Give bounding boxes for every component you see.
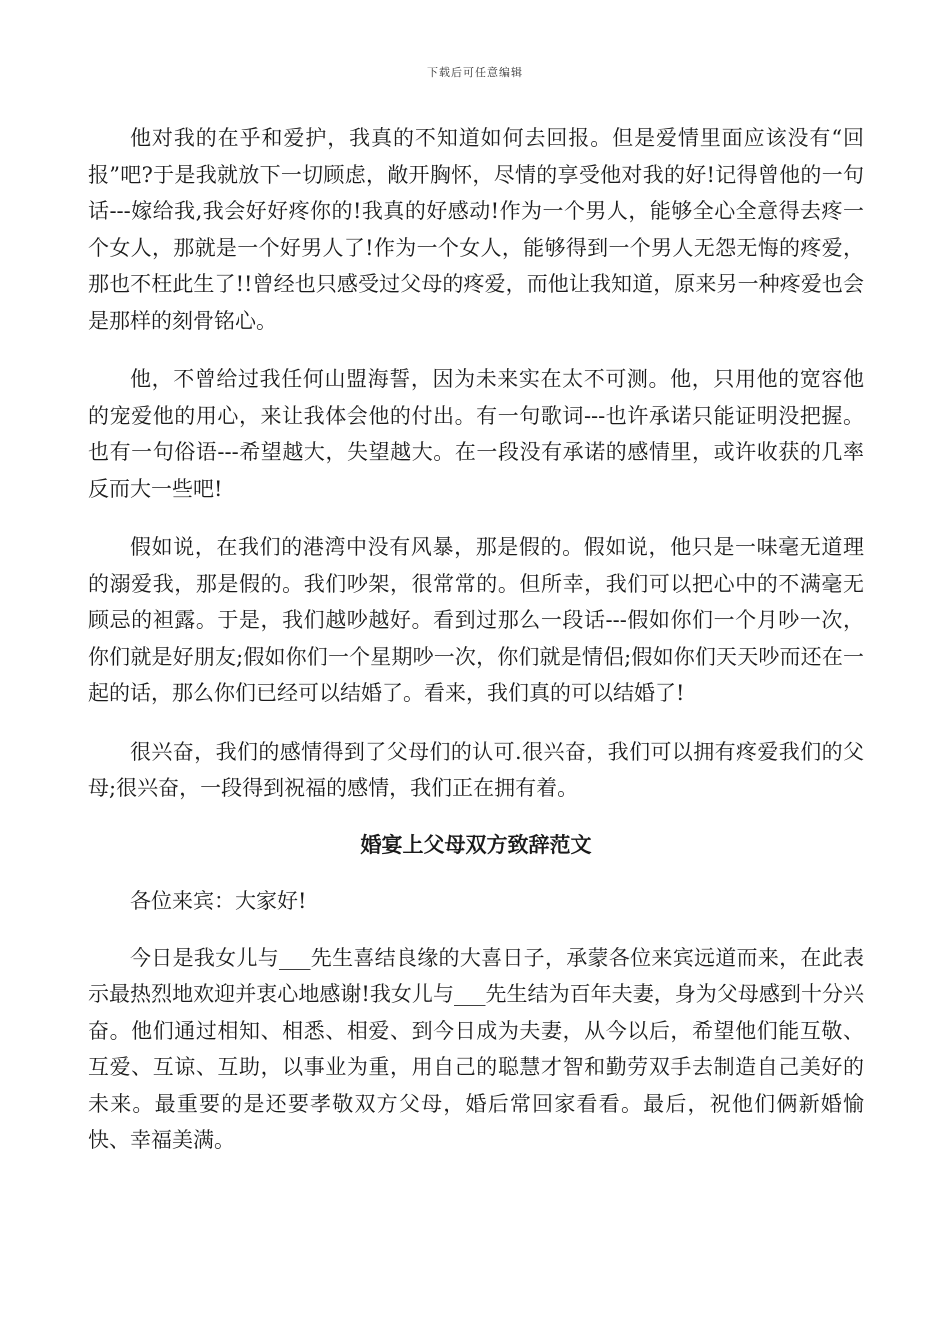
speech-paragraph: 今日是我女儿与___先生喜结良缘的大喜日子，承蒙各位来宾远道而来，在此表示最热烈地欢迎并衷心地感谢!我女儿与___先生结为百年夫妻，身为父母感到十分兴奋。他们通过相知、相悉、相爱、到今日成为夫妻，从今以后，希望他们能互敬、互爱、互谅、互助，以事业为重，用自己的聪慧才智和勤劳双手去制造自己美好的未来。最重要的是还要孝敬双方父母，婚后常回家看看。最后，祝他们俩新婚愉快、幸福美满。 xyxy=(88,945,864,1152)
paragraph-3: 假如说，在我们的港湾中没有风暴，那是假的。假如说，他只是一味毫无道理的溺爱我，那是假的。我们吵架，很常常的。但所幸，我们可以把心中的不满毫无顾忌的袒露。于是，我们越吵越好。看到过那么一段话---假如你们一个月吵一次，你们就是好朋友;假如你们一个星期吵一次，你们就是情侣;假如你们天天吵而还在一起的话，那么你们已经可以结婚了。看来，我们真的可以结婚了! xyxy=(88,535,864,705)
paragraph-2: 他，不曾给过我任何山盟海誓，因为未来实在太不可测。他，只用他的宽容他的宠爱他的用心，来让我体会他的付出。有一句歌词---也许承诺只能证明没把握。也有一句俗语---希望越大，失望越大。在一段没有承诺的感情里，或许收获的几率反而大一些吧! xyxy=(88,367,864,501)
greeting: 各位来宾：大家好! xyxy=(130,889,307,913)
header-note: 下载后可任意编辑 xyxy=(427,66,523,79)
section-title: 婚宴上父母双方致辞范文 xyxy=(360,831,592,857)
document-body xyxy=(88,120,864,1159)
paragraph-1: 他对我的在乎和爱护，我真的不知道如何去回报。但是爱情里面应该没有“回报”吧?于是我就放下一切顾虑，敞开胸怀，尽情的享受他对我的好!记得曾他的一句话---嫁给我,我会好好疼你的!我真的好感动!作为一个男人，能够全心全意得去疼一个女人，那就是一个好男人了!作为一个女人，能够得到一个男人无怨无悔的疼爱，那也不枉此生了!!曾经也只感受过父母的疼爱，而他让我知道，原来另一种疼爱也会是那样的刻骨铭心。 xyxy=(88,126,864,333)
paragraph-4: 很兴奋，我们的感情得到了父母们的认可.很兴奋，我们可以拥有疼爱我们的父母;很兴奋，一段得到祝福的感情，我们正在拥有着。 xyxy=(88,739,864,800)
